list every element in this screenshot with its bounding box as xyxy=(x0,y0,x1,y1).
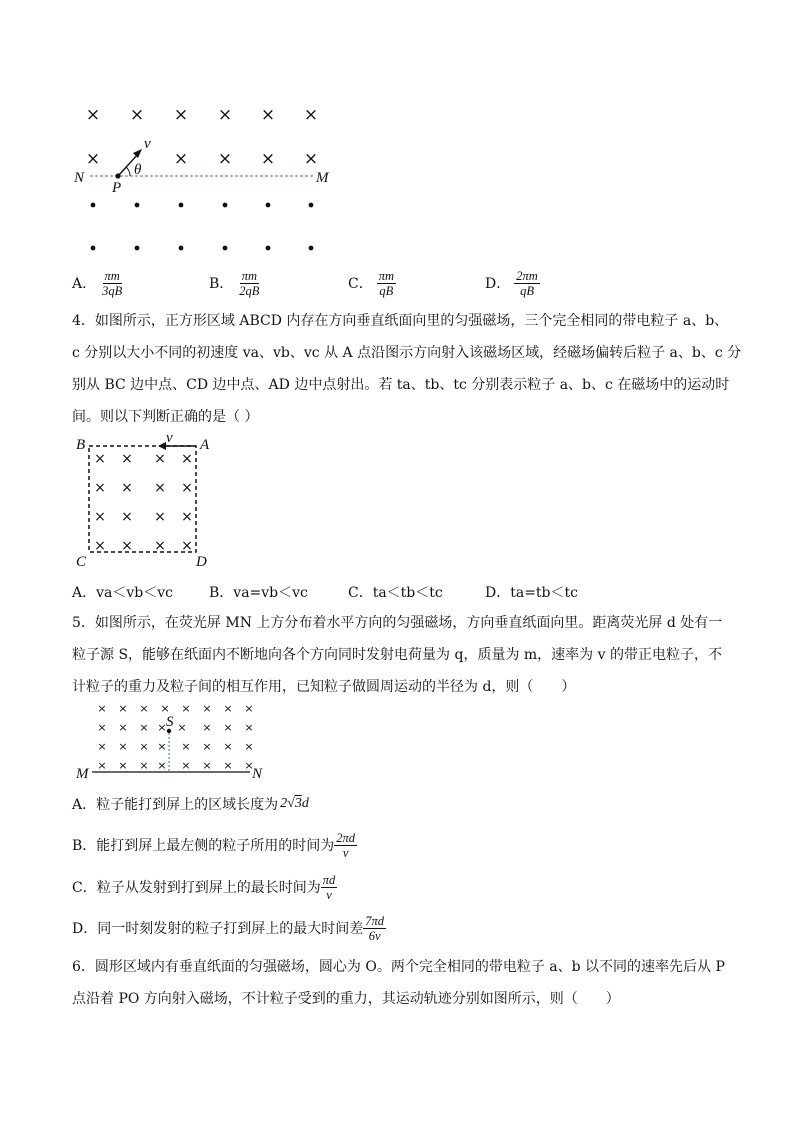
radical-expr: 2√3d xyxy=(280,796,309,811)
svg-text:×: × xyxy=(157,721,167,734)
label-s: S xyxy=(166,714,174,730)
svg-text:×: × xyxy=(202,759,212,772)
cross-marks xyxy=(97,702,253,772)
fraction: $\frac{\pi m}{3qB}$ xyxy=(102,268,123,298)
svg-text:×: × xyxy=(244,721,254,734)
svg-text:×: × xyxy=(177,721,187,734)
label-d: D xyxy=(196,554,207,570)
svg-text:×: × xyxy=(121,538,133,554)
option-text: A．粒子能打到屏上的区域长度为 xyxy=(72,797,279,813)
q5-option-d xyxy=(72,913,386,943)
svg-text:×: × xyxy=(181,480,193,496)
q4-text-line: 间。则以下判断正确的是（ ） xyxy=(72,409,259,425)
theta-arc xyxy=(126,167,130,176)
svg-text:×: × xyxy=(154,538,166,554)
svg-text:×: × xyxy=(181,451,193,467)
q5-option-b xyxy=(72,830,357,860)
svg-text:×: × xyxy=(121,451,133,467)
svg-text:×: × xyxy=(202,740,212,753)
label-b: B xyxy=(76,437,86,453)
svg-text:×: × xyxy=(154,480,166,496)
svg-text:×: × xyxy=(181,740,191,753)
q5-option-a xyxy=(72,789,309,819)
svg-text:×: × xyxy=(173,149,189,169)
svg-text:×: × xyxy=(217,105,233,125)
velocity-arrowhead xyxy=(158,442,166,450)
svg-text:×: × xyxy=(118,759,128,772)
svg-text:×: × xyxy=(139,702,149,715)
svg-text:×: × xyxy=(121,480,133,496)
svg-text:×: × xyxy=(223,759,233,772)
fraction: $\frac{2\pi d}{v}$ xyxy=(336,830,356,860)
label-m: M xyxy=(76,766,89,782)
q4-option-c: C．ta＜tb＜tc xyxy=(348,585,443,601)
q5-text-line: 粒子源 S，能够在纸面内不断地向各个方向同时发射电荷量为 q，质量为 m，速率为 v 的带正电粒子，不 xyxy=(72,647,722,663)
q5-text-line: 5．如图所示，在荧光屏 MN 上方分布着水平方向的匀强磁场，方向垂直纸面向里。距离荧光屏 d 处有一 xyxy=(72,615,723,631)
label-c: C xyxy=(76,554,87,570)
label-p: P xyxy=(112,180,122,196)
option-text: D．同一时刻发射的粒子打到屏上的最大时间差 xyxy=(72,921,364,937)
q5-option-c xyxy=(72,872,337,902)
svg-text:×: × xyxy=(118,721,128,734)
q5-text-line: 计粒子的重力及粒子间的相互作用，已知粒子做圆周运动的半径为 d，则（ ） xyxy=(72,679,576,695)
svg-text:×: × xyxy=(94,509,106,525)
svg-text:×: × xyxy=(129,105,145,125)
q3-option-a xyxy=(72,269,124,298)
svg-text:×: × xyxy=(94,480,106,496)
svg-text:×: × xyxy=(154,509,166,525)
q3-option-d xyxy=(485,269,540,298)
svg-text:×: × xyxy=(303,105,319,125)
option-letter: D． xyxy=(485,276,511,292)
q6-text-line: 点沿着 PO 方向射入磁场，不计粒子受到的重力，其运动轨迹分别如图所示，则（ ） xyxy=(72,991,620,1007)
svg-text:×: × xyxy=(223,740,233,753)
svg-text:×: × xyxy=(202,721,212,734)
q4-option-d: D．ta=tb＜tc xyxy=(485,585,578,601)
svg-text:×: × xyxy=(97,740,107,753)
label-v: v xyxy=(166,432,173,446)
svg-text:×: × xyxy=(244,759,254,772)
svg-text:×: × xyxy=(94,451,106,467)
label-n: N xyxy=(74,170,85,186)
cross-marks xyxy=(94,451,193,554)
option-letter: C． xyxy=(348,276,373,292)
fraction: $\frac{\pi d}{v}$ xyxy=(322,872,336,902)
fraction: $\frac{\pi m}{qB}$ xyxy=(378,268,395,298)
svg-text:×: × xyxy=(181,538,193,554)
svg-text:×: × xyxy=(181,509,193,525)
label-a: A xyxy=(200,437,210,453)
q3-option-b xyxy=(209,269,261,298)
svg-text:×: × xyxy=(139,759,149,772)
svg-text:×: × xyxy=(97,721,107,734)
q6-text-line: 6．圆形区域内有垂直纸面的匀强磁场，圆心为 O。两个完全相同的带电粒子 a、b 以不同的速率先后从 P xyxy=(72,959,725,975)
svg-text:×: × xyxy=(85,105,101,125)
svg-text:×: × xyxy=(154,451,166,467)
q4-square-figure xyxy=(70,432,220,574)
option-letter: A． xyxy=(72,276,97,292)
svg-text:×: × xyxy=(181,759,191,772)
svg-text:×: × xyxy=(139,740,149,753)
svg-text:×: × xyxy=(303,149,319,169)
q5-screen-figure xyxy=(70,698,270,782)
q4-options xyxy=(72,577,692,607)
svg-text:×: × xyxy=(202,702,212,715)
q4-text-line: 4．如图所示，正方形区域 ABCD 内存在方向垂直纸面向里的匀强磁场，三个完全相同的带电粒子 a、b、 xyxy=(72,313,729,329)
svg-text:×: × xyxy=(118,702,128,715)
svg-text:×: × xyxy=(223,721,233,734)
svg-text:×: × xyxy=(97,759,107,772)
q3-options xyxy=(72,268,692,298)
svg-text:×: × xyxy=(157,759,167,772)
svg-text:×: × xyxy=(217,149,233,169)
velocity-arrowhead xyxy=(133,149,142,158)
dot-marks-lower xyxy=(91,203,314,251)
svg-text:×: × xyxy=(173,105,189,125)
q4-option-b: B．va=vb＜vc xyxy=(209,585,308,601)
label-m: M xyxy=(316,170,329,186)
svg-text:×: × xyxy=(121,509,133,525)
svg-text:×: × xyxy=(260,149,276,169)
option-letter: B． xyxy=(209,276,234,292)
svg-text:×: × xyxy=(223,702,233,715)
label-theta: θ xyxy=(134,162,142,178)
option-text: B．能打到屏上最左侧的粒子所用的时间为 xyxy=(72,838,335,854)
svg-text:×: × xyxy=(94,538,106,554)
svg-text:×: × xyxy=(244,702,254,715)
q3-field-figure xyxy=(70,96,350,261)
label-n: N xyxy=(252,766,263,782)
option-text: C．粒子从发射到打到屏上的最长时间为 xyxy=(72,880,321,896)
svg-text:×: × xyxy=(260,105,276,125)
q4-text-line: 别从 BC 边中点、CD 边中点、AD 边中点射出。若 ta、tb、tc 分别表示粒子 a、b、c 在磁场中的运动时 xyxy=(72,377,730,393)
svg-text:×: × xyxy=(181,702,191,715)
fraction: $\frac{7\pi d}{6v}$ xyxy=(365,913,384,943)
svg-text:×: × xyxy=(85,149,101,169)
cross-marks-upper xyxy=(86,105,318,169)
label-v: v xyxy=(144,136,151,152)
fraction: $\frac{2\pi m}{qB}$ xyxy=(516,268,538,298)
svg-text:×: × xyxy=(160,702,170,715)
fraction: $\frac{\pi m}{2qB}$ xyxy=(239,268,260,298)
q3-option-c xyxy=(348,269,396,298)
svg-text:×: × xyxy=(244,740,254,753)
svg-text:×: × xyxy=(97,702,107,715)
svg-text:×: × xyxy=(157,740,167,753)
svg-text:×: × xyxy=(118,740,128,753)
svg-text:×: × xyxy=(139,721,149,734)
q4-option-a: A．va＜vb＜vc xyxy=(72,585,173,601)
q4-text-line: c 分别以大小不同的初速度 va、vb、vc 从 A 点沿图示方向射入该磁场区域，经磁场偏转后粒子 a、b、c 分 xyxy=(72,345,742,361)
